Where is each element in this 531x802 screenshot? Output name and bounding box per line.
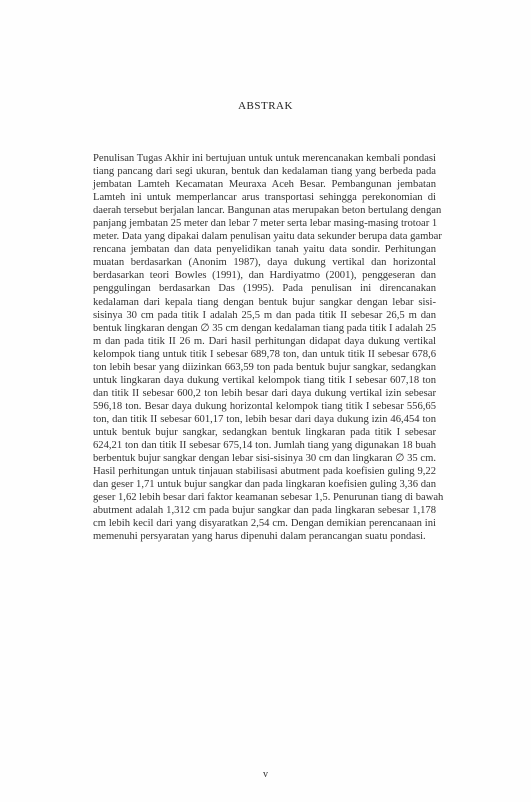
abstract-line: geser 1,62 lebih besar dari faktor keamanan sebesar 1,5. Penurunan tiang di bawah — [93, 492, 444, 504]
abstract-line: abutment adalah 1,312 cm pada bujur sangkar dan pada lingkaran sebesar 1,178 — [93, 505, 436, 517]
abstract-line: tiang pancang dari segi ukuran, bentuk dan kedalaman tiang yang berbeda pada — [93, 166, 436, 178]
abstract-line: jembatan Lamteh Kecamatan Meuraxa Aceh Besar. Pembangunan jembatan — [93, 179, 436, 191]
abstract-line: dan titik II sebesar 600,2 ton lebih besar dari daya dukung vertikal izin sebesar — [93, 387, 436, 399]
abstract-line: Penulisan Tugas Akhir ini bertujuan untuk untuk merencanakan kembali pondasi — [93, 153, 436, 164]
abstract-line: 596,18 ton. Besar daya dukung horizontal kelompok tiang titik I sebesar 556,65 — [93, 400, 436, 412]
abstract-line: bentuk lingkaran dengan ∅ 35 cm dengan kedalaman tiang pada titik I adalah 25 — [93, 322, 437, 334]
abstract-line: kedalaman dari kepala tiang dengan bentuk bujur sangkar dengan lebar sisi- — [93, 296, 436, 308]
abstract-line: memenuhi persyaratan yang harus dipenuhi dalam perancangan suatu pondasi. — [93, 531, 426, 543]
abstract-line: berbentuk bujur sangkar dengan lebar sisi-sisinya 30 cm dan lingkaran ∅ 35 cm. — [93, 453, 436, 465]
abstract-line: daerah tersebut berjalan lancar. Bangunan atas merupakan beton bertulang dengan — [93, 205, 442, 217]
abstract-line: Hasil perhitungan untuk tinjauan stabilisasi abutment pada koefisien guling 9,22 — [93, 466, 436, 478]
page-title: ABSTRAK — [238, 100, 293, 112]
abstract-line: m dan pada titik II 26 m. Dari hasil perhitungan didapat daya dukung vertikal — [93, 335, 436, 347]
abstract-line: kelompok tiang untuk titik I sebesar 689,78 ton, dan untuk titik II sebesar 678,6 — [93, 348, 436, 360]
abstract-line: muatan berdasarkan (Anonim 1987), daya dukung vertikal dan horizontal — [93, 257, 436, 269]
abstract-line: sisinya 30 cm pada titik I adalah 25,5 m dan pada titik II sebesar 26,5 m dan — [93, 309, 436, 321]
abstract-paragraph — [93, 152, 444, 543]
abstract-line: ton lebih besar yang diizinkan 663,59 ton pada bentuk bujur sangkar, sedangkan — [93, 361, 436, 373]
abstract-line: berdasarkan teori Bowles (1991), dan Hardiyatmo (2001), penggeseran dan — [93, 270, 436, 282]
abstract-line: untuk bentuk bujur sangkar, sedangkan bentuk lingkaran pada titik I sebesar — [93, 426, 436, 438]
abstract-line: rencana jembatan dan data penyelidikan tanah yaitu data sondir. Perhitungan — [93, 244, 436, 256]
abstract-line: dan geser 1,71 untuk bujur sangkar dan pada lingkaran koefisien guling 3,36 dan — [93, 479, 436, 491]
abstract-line: untuk lingkaran daya dukung vertikal kelompok tiang titik I sebesar 607,18 ton — [93, 374, 436, 386]
abstract-line: meter. Data yang dipakai dalam penulisan yaitu data sekunder berupa data gambar — [93, 231, 442, 243]
abstract-line: Lamteh ini untuk memperlancar arus transportasi sehingga perekonomian di — [93, 192, 436, 204]
abstract-line: penggulingan berdasarkan Das (1995). Pada penulisan ini direncanakan — [93, 283, 436, 295]
page-number: v — [263, 769, 268, 780]
abstract-line: ton, dan titik II sebesar 601,17 ton, lebih besar dari daya dukung izin 46,454 ton — [93, 413, 436, 425]
abstract-line: panjang jembatan 25 meter dan lebar 7 meter serta lebar masing-masing trotoar 1 — [93, 218, 438, 230]
abstract-line: cm lebih kecil dari yang disyaratkan 2,54 cm. Dengan demikian perencanaan ini — [93, 518, 436, 530]
abstract-line: 624,21 ton dan titik II sebesar 675,14 ton. Jumlah tiang yang digunakan 18 buah — [93, 440, 436, 452]
